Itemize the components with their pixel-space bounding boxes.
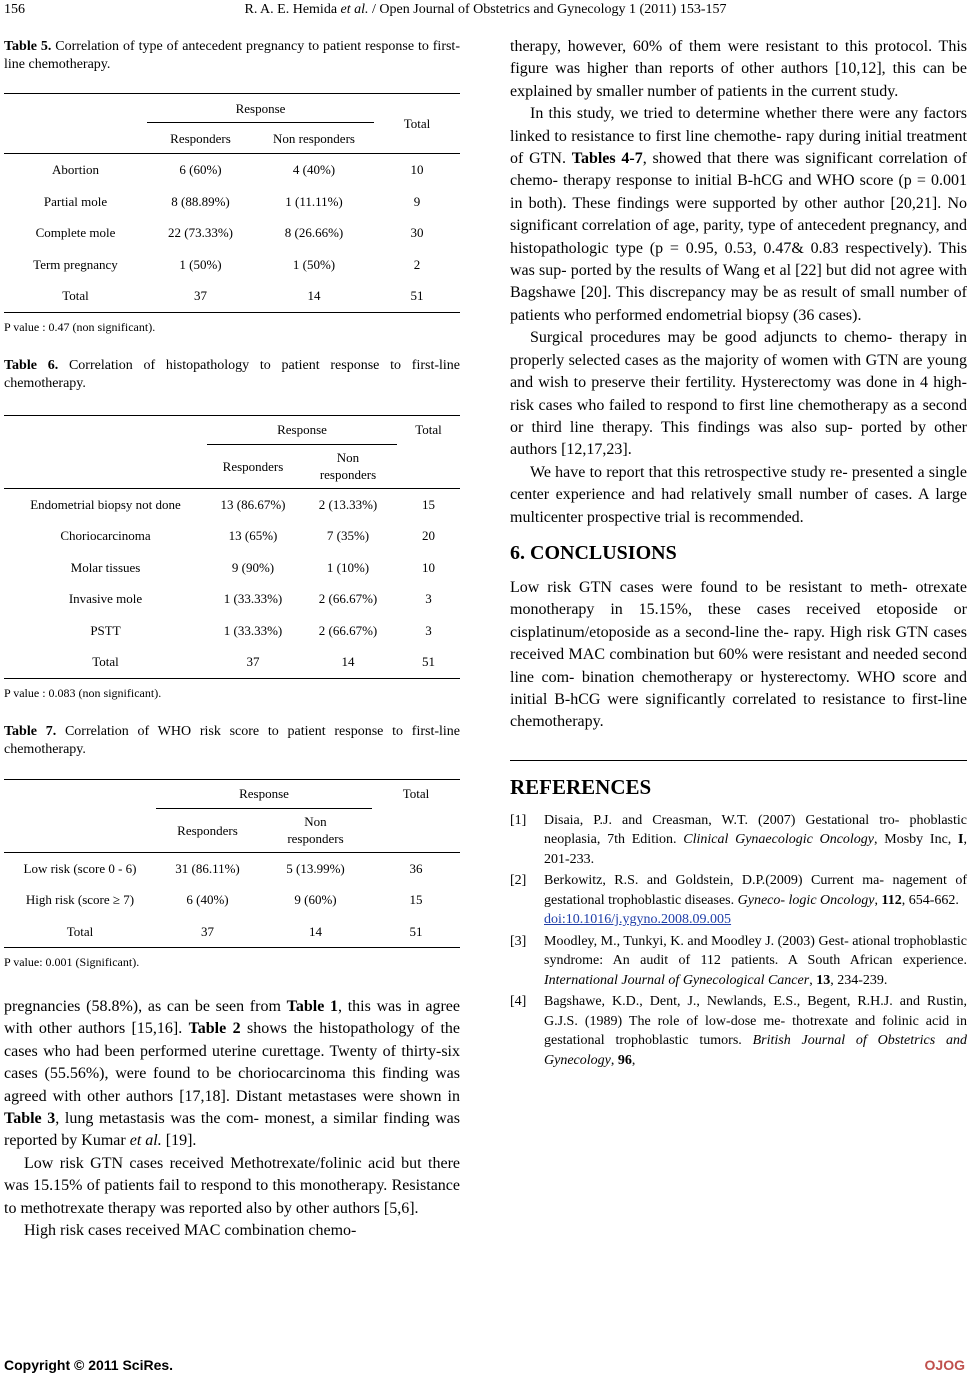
table6-head-non-responders: Non responders [319, 450, 377, 482]
table7-head-response: Response [156, 779, 372, 808]
paragraph: Surgical procedures may be good adjuncts to chemo- therapy in properly selected cases as the majority of women with GTN are young and wish to preserve their fertility. Hysterectomy was done in 4 high-risk cases who failed to respond to first line chemotherapy as a second or third line therapy. This findings was also sup- ported by other authors [12,17,23]. [510, 329, 967, 459]
table-row-total: Total 37 14 51 [4, 916, 460, 948]
table5-head-response: Response [147, 94, 374, 123]
reference-item: [2] Berkowitz, R.S. and Goldstein, D.P.(2009) Current ma- nagement of gestational trophoblastic diseases. Gyneco- logic Oncology, 112, 654-662. doi:10.1016/j.ygyno.2008.09.005 [510, 873, 967, 928]
reference-list [510, 811, 967, 1071]
right-body-text [510, 36, 967, 529]
table6-caption: Table 6. Correlation of histopathology to patient response to first-line chemotherapy. [4, 357, 460, 391]
table6-head-responders: Responders [222, 458, 284, 474]
table6-head-response: Response [207, 415, 397, 444]
table7 [4, 779, 460, 949]
table-row: Complete mole 22 (73.33%) 8 (26.66%) 30 [35, 225, 424, 241]
running-header [0, 2, 971, 24]
doi-link[interactable]: doi:10.1016/j.ygyno.2008.09.005 [544, 912, 732, 928]
table5-head-responders: Responders [170, 130, 231, 146]
table5 [4, 93, 460, 313]
conclusions-heading: 6. CONCLUSIONS [510, 541, 677, 564]
table6-pvalue: P value : 0.083 (non significant). [4, 685, 162, 700]
table-row-total: Total 37 14 51 [4, 280, 460, 312]
references-heading: REFERENCES [510, 774, 652, 799]
table7-head-total: Total [372, 779, 460, 852]
reference-item: [1] Disaia, P.J. and Creasman, W.T. (2007) Gestational tro- phoblastic neoplasia, 7th Edition. Clinical Gynaecologic Oncology, Mosby Inc, I, 201-233. [510, 812, 967, 867]
left-column [4, 38, 460, 1242]
journal-abbrev: OJOG [924, 1357, 965, 1373]
section-divider [510, 760, 967, 761]
table-row: PSTT 1 (33.33%) 2 (66.67%) 3 [90, 622, 432, 638]
table-row: Abortion 6 (60%) 4 (40%) 10 [52, 162, 424, 178]
table5-pvalue: P value : 0.47 (non significant). [4, 319, 156, 334]
table-row: Partial mole 8 (88.89%) 1 (11.11%) 9 [43, 193, 421, 209]
table-row: Molar tissues 9 (90%) 1 (10%) 10 [70, 559, 435, 575]
table7-head-non-responders: Non responders [287, 814, 344, 846]
copyright: Copyright © 2011 SciRes. [4, 1357, 174, 1373]
table-row: Invasive mole 1 (33.33%) 2 (66.67%) 3 [68, 591, 432, 607]
table6-head-total: Total [397, 415, 460, 488]
table-row: High risk (score ≥ 7) 6 (40%) 9 (60%) 15 [25, 892, 423, 908]
reference-item: [3] Moodley, M., Tunkyi, K. and Moodley J. (2003) Gest- ational trophoblastic syndrome: An audit of 112 patients. A South African experience. International Journal of Gynecological Cancer, 13, 234-239. [510, 933, 967, 988]
table-row: Endometrial biopsy not done 13 (86.67%) 2 (13.33%) 15 [30, 496, 435, 512]
paragraph: We have to report that this retrospective study re- presented a single center experience and had relatively small number of cases. A large multicenter prospective trial is recommended. [510, 463, 967, 526]
table5-head-non-responders: Non responders [273, 130, 355, 146]
table-row-total: Total 37 14 51 [4, 646, 460, 678]
reference-item: [4] Bagshawe, K.D., Dent, J., Newlands, E.S., Begent, R.H.J. and Rustin, G.J.S. (1989) The role of low-dose me- thotrexate and folinic acid in gestational trophoblastic tumors. British Journal of Obstetrics and Gynecology, 96, [510, 994, 967, 1068]
page-footer [0, 1357, 971, 1379]
paragraph: Low risk GTN cases were found to be resistant to meth- otrexate monotherapy in 15.15%, these cases received etoposide or cisplatinum/etoposide as a second-line the- rapy. High risk GTN cases received MAC combination but 60% were resistant and needed second line com- bination chemotherapy or hysterectomy. WHO score and initial B-hCG were significantly correlated to resistance to first-line chemotherapy. [510, 578, 967, 731]
table-row: Low risk (score 0 - 6) 31 (86.11%) 5 (13.99%) 36 [23, 860, 423, 876]
paragraph: High risk cases received MAC combination chemo- [24, 1222, 357, 1240]
table-row: Choriocarcinoma 13 (65%) 7 (35%) 20 [60, 528, 435, 544]
table7-head-responders: Responders [177, 822, 238, 838]
table7-caption: Table 7. Correlation of WHO risk score to patient response to first-line chemotherapy. [4, 723, 460, 757]
conclusions-text [510, 577, 967, 734]
table-row: Term pregnancy 1 (50%) 1 (50%) 2 [33, 256, 421, 272]
paragraph: Low risk GTN cases received Methotrexate/folinic acid but there was 15.15% of patients fail to respond to this monotherapy. Resistance to methotrexate therapy was reported also by other authors [5,6]. [4, 1154, 460, 1217]
paragraph: In this study, we tried to determine whether there were any factors linked to resistance to first line chemothe- rapy during initial treatment of GTN. Tables 4-7, showed that there was significant correlation of chemo- therapy response to initial B-hCG and WHO score (p = 0.001 in both). These findings were supported by other author [20,21]. No significant correlation of age, parity, type of antecedent pregnancy, and histopathologic type (p = 0.95, 0.53, 0.47& 0.83 respectively). This was sup- ported by the results of Wang et al [22] but did not agree with Bagshawe [20]. This discrepancy may be as result of small number of patients who performed endometrial biopsy (36 cases). [510, 105, 968, 324]
paragraph: therapy, however, 60% of them were resistant to this protocol. This figure was higher than reports of other authors [10,12], this can be explained by smaller number of patients in the current study. [510, 38, 967, 100]
table7-pvalue: P value: 0.001 (Significant). [4, 955, 140, 969]
table6 [4, 415, 460, 679]
right-column [510, 36, 967, 1072]
paragraph: pregnancies (58.8%), as can be seen from Table 1, this was in agree with other authors [15,16]. Table 2 shows the histopathology of the cases who had been performed uterine curettage. Twenty of thirty-six cases (55.56%), were found to be choriocarcinoma this finding was agreed with other authors [17,18]. Distant metastases were shown in Table 3, lung metastasis was the com- monest, a similar finding was reported by Kumar et al. [19]. [4, 998, 461, 1150]
left-body-text [4, 996, 460, 1242]
running-head: R. A. E. Hemida et al. / Open Journal of Obstetrics and Gynecology 1 (2011) 153-157 [244, 2, 727, 17]
table5-head-total: Total [374, 94, 460, 154]
page-number: 156 [4, 2, 25, 17]
table5-caption: Table 5. Correlation of type of antecedent pregnancy to patient response to first-line chemotherapy. [4, 39, 460, 72]
